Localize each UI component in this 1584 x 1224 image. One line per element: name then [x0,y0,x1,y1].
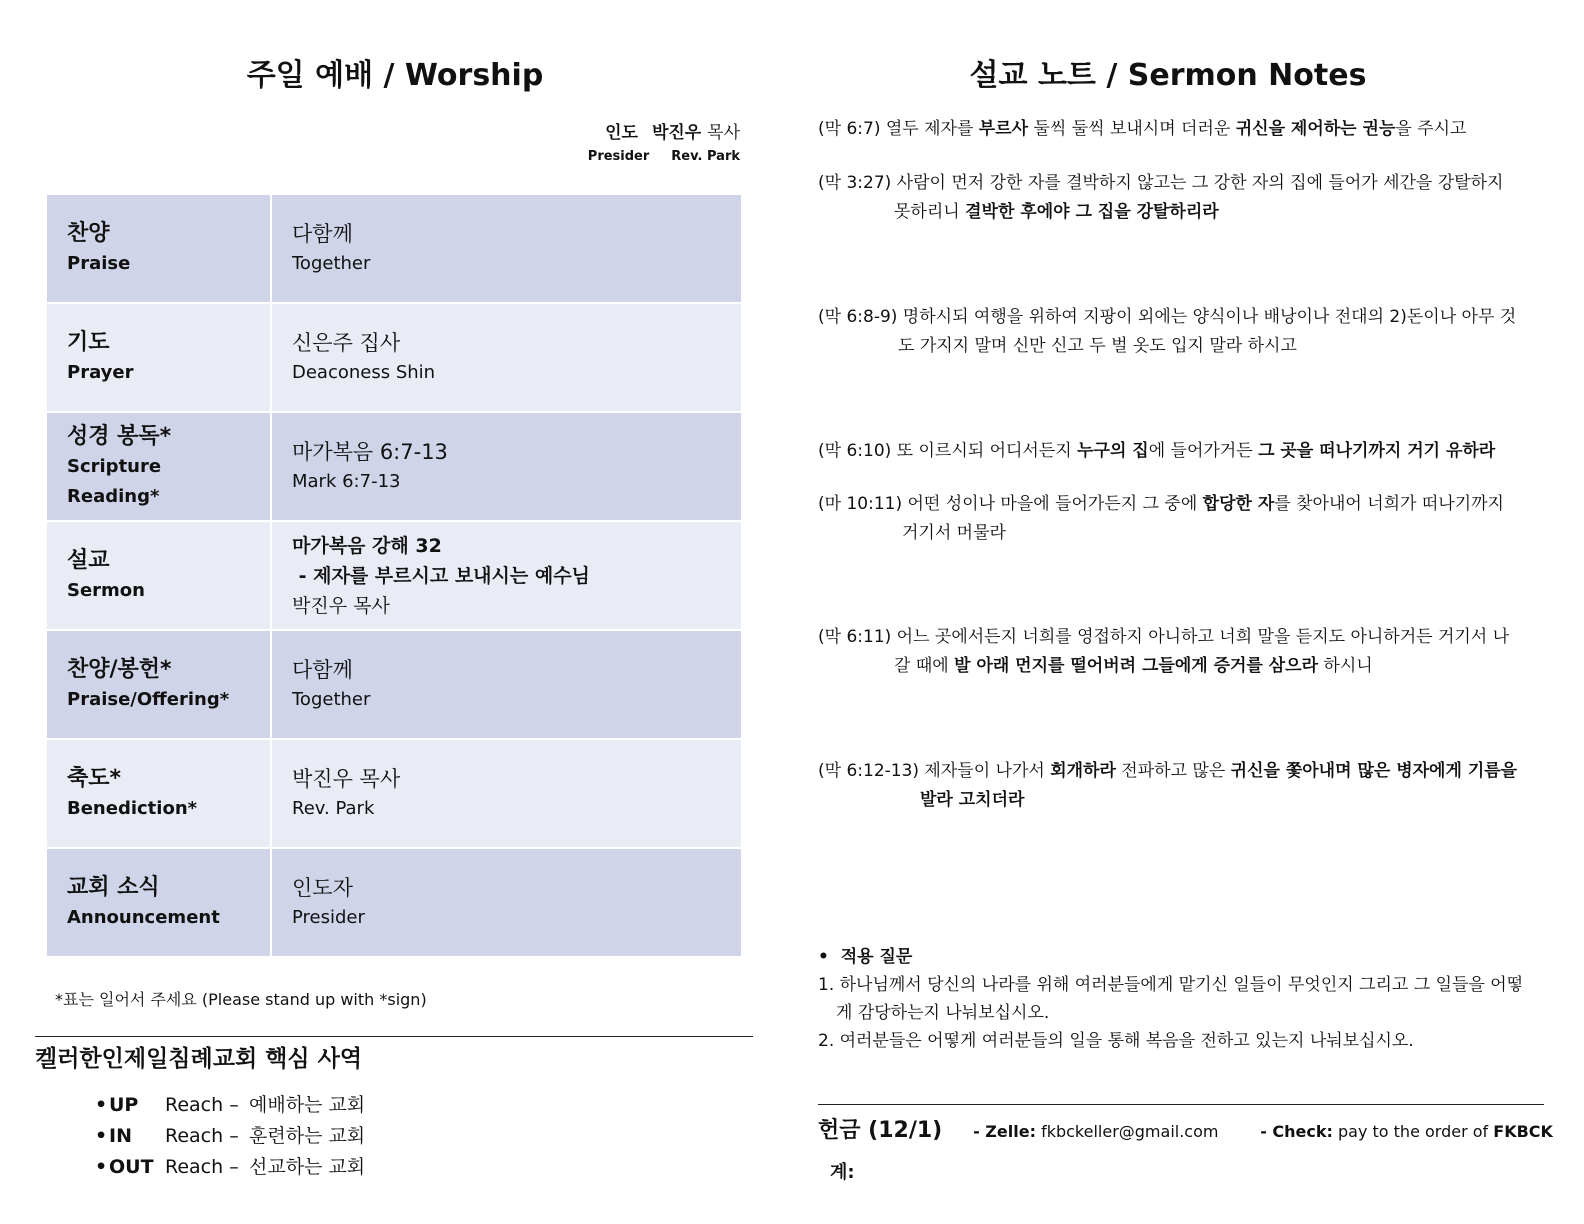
check-label: - Check: [1260,1122,1333,1141]
order-value-kr: 신은주 집사 [292,330,401,355]
sermon-notes-title: 설교 노트 / Sermon Notes [969,58,1367,93]
application-heading-text: 적용 질문 [840,947,913,967]
order-label-en: Scripture Reading* [67,455,162,507]
bullet-icon: • [95,1094,108,1116]
verse-text: 거기서 머물라 [902,523,1006,543]
order-label-cell [46,194,271,303]
verse-text: (막 6:8-9) 명하시되 여행을 위하여 지팡이 외에는 양식이나 배낭이나 전대의 2)돈이나 아무 것 [818,307,1517,327]
verse-emphasis: 합당한 자 [1202,494,1275,514]
application-heading [818,943,1528,971]
verse-mark-6-12-13 [818,757,1533,815]
mission-reach: Reach – [165,1125,239,1147]
mission-list [95,1090,365,1183]
order-label-kr: 교회 소식 [67,874,160,900]
order-label-kr: 성경 봉독* [67,423,172,449]
sermon-title-line2: - 제자를 부르시고 보내시는 예수님 [292,564,590,587]
application-question-1: 1. 하나님께서 당신의 나라를 위해 여러분들에게 맡기신 일들이 무엇인지 그리고 그 일들을 어떻게 감당하는지 나눠보십시오. [818,975,1524,1023]
order-value-kr: 인도자 [292,875,353,900]
order-row-scripture [46,412,742,521]
order-value-en: Presider [292,906,365,928]
bullet-icon: • [818,947,829,967]
worship-title: 주일 예배 / Worship [246,58,544,93]
offering-zelle [973,1122,1255,1141]
check-payee: FKBCK [1493,1122,1553,1141]
verse-emphasis: 발 아래 먼지를 떨어버려 그들에게 증거를 삼으라 [954,656,1319,676]
order-label-kr: 설교 [67,547,110,573]
verse-emphasis: 발라 고치더라 [920,790,1025,810]
zelle-label: - Zelle: [973,1122,1036,1141]
order-label-kr: 찬양 [67,220,110,246]
order-label-cell [46,412,271,521]
order-label-kr: 기도 [67,329,110,355]
offering-label: 헌금 (12/1) [818,1118,943,1143]
verse-matt-10-11 [818,490,1533,548]
bullet-icon: • [95,1125,108,1147]
mission-reach: Reach – [165,1094,239,1116]
verse-text: 하시니 [1318,656,1373,676]
order-value-en: Deaconess Shin [292,361,436,383]
verse-emphasis: 누구의 집 [1077,441,1149,461]
order-label-kr: 찬양/봉헌* [67,656,172,682]
order-label-kr: 축도* [67,765,122,791]
verse-text: (막 6:11) 어느 곳에서든지 너희를 영접하지 아니하고 너희 말을 듣지도 아니하거든 거기서 나 [818,627,1510,647]
verse-emphasis: 회개하라 [1050,761,1116,781]
verse-line1 [818,757,1533,786]
offering-total-label: 계: [830,1162,855,1183]
verse-emphasis: 귀신을 제어하는 권능 [1235,119,1396,139]
verse-mark-6-8-9 [818,303,1533,361]
mission-title: 켈러한인제일침례교회 핵심 사역 [35,1046,363,1072]
order-label-cell [46,848,271,957]
verse-text: 을 주시고 [1395,119,1467,139]
order-row-sermon [46,521,742,630]
offering-info [818,1113,1553,1144]
order-label-en: Praise/Offering* [67,688,230,710]
verse-text: (막 3:27) 사람이 먼저 강한 자를 결박하지 않고는 그 강한 자의 집에 들어가 세간을 강탈하지 [818,173,1504,193]
order-value-kr: 박진우 목사 [292,766,401,791]
mission-item-in [95,1121,365,1152]
order-value-kr: 마가복음 6:7-13 [292,439,448,464]
order-label-cell [46,303,271,412]
application-question-2: 2. 여러분들은 어떻게 여러분들의 일을 통해 복음을 전하고 있는지 나눠보십시오. [818,1031,1414,1051]
order-label-en: Benediction* [67,797,198,819]
order-value-en: Rev. Park [292,797,375,819]
verse-text: 못하리니 [894,202,966,222]
presider-suffix-kr: 목사 [707,123,740,143]
verse-emphasis: 결박한 후에야 그 집을 강탈하리라 [965,202,1219,222]
verse-continuation [818,652,1533,681]
order-value-kr: 다함께 [292,657,353,682]
verse-text: 에 들어가거든 [1148,441,1259,461]
order-value-cell [271,739,742,848]
verse-text: 전파하고 많은 [1115,761,1231,781]
order-row-announcement [46,848,742,957]
order-value-kr: 다함께 [292,221,353,246]
sermon-title-line1: 마가복음 강해 32 [292,534,442,557]
verse-text: 를 찾아내어 너희가 떠나기까지 [1274,494,1504,514]
mission-text: 예배하는 교회 [249,1094,366,1116]
verse-emphasis: 귀신을 쫓아내며 많은 병자에게 기름을 [1230,761,1518,781]
mission-key: UP [109,1094,139,1116]
presider-name-en: Rev. Park [671,149,740,164]
verse-text: 갈 때에 [894,656,955,676]
order-value-en: Together [292,688,371,710]
verse-continuation [818,198,1533,227]
verse-line1 [818,490,1533,519]
verse-text: (막 6:10) 또 이르시되 어디서든지 [818,441,1078,461]
verse-mark-6-7 [818,115,1533,144]
verse-emphasis: 그 곳을 떠나기까지 거기 유하라 [1258,441,1496,461]
order-row-praise [46,194,742,303]
order-row-offering [46,630,742,739]
mission-item-out [95,1152,365,1183]
right-divider [818,1104,1544,1105]
mission-key: OUT [109,1156,154,1178]
left-divider [35,1036,753,1037]
order-label-cell [46,521,271,630]
check-value: pay to the order of [1332,1122,1494,1141]
order-value-cell [271,412,742,521]
presider-en [450,149,740,164]
verse-mark-6-10 [818,437,1533,466]
verse-text: (마 10:11) 어떤 성이나 마을에 들어가든지 그 중에 [818,494,1203,514]
verse-text: 도 가지지 말며 신만 신고 두 벌 옷도 입지 말라 하시고 [898,336,1297,356]
presider-role-en: Presider [587,149,650,164]
worship-order-table [45,193,743,958]
sermon-preacher: 박진우 목사 [292,594,390,617]
stand-note: *표는 일어서 주세요 (Please stand up with *sign) [55,990,427,1009]
bullet-icon: • [95,1156,108,1178]
order-value-cell [271,848,742,957]
mission-text: 선교하는 교회 [249,1156,366,1178]
order-value-en: Together [292,252,371,274]
order-label-en: Announcement [67,906,220,928]
order-value-cell [271,630,742,739]
presider-kr [450,118,740,143]
verse-text: 둘씩 둘씩 보내시며 더러운 [1028,119,1236,139]
order-row-prayer [46,303,742,412]
order-value-cell [271,194,742,303]
order-row-benediction [46,739,742,848]
order-label-en: Praise [67,252,131,274]
mission-text: 훈련하는 교회 [249,1125,366,1147]
order-value-cell [271,521,742,630]
mission-key: IN [109,1125,132,1147]
order-label-en: Sermon [67,579,145,601]
presider-name-kr: 박진우 [651,123,702,143]
presider-block [450,118,740,164]
verse-mark-6-11 [818,623,1533,681]
presider-role-kr: 인도 [605,123,638,143]
order-value-cell [271,303,742,412]
order-value-en: Mark 6:7-13 [292,470,401,492]
verse-text: (막 6:7) 열두 제자를 [818,119,979,139]
order-label-cell [46,739,271,848]
verse-mark-3-27 [818,169,1533,227]
order-label-cell [46,630,271,739]
zelle-value: fkbckeller@gmail.com [1035,1122,1219,1141]
application-questions [818,943,1528,1055]
verse-emphasis: 부르사 [978,119,1029,139]
verse-text: (막 6:12-13) 제자들이 나가서 [818,761,1051,781]
mission-item-up [95,1090,365,1121]
offering-check [1260,1122,1553,1141]
order-label-en: Prayer [67,361,134,383]
mission-reach: Reach – [165,1156,239,1178]
